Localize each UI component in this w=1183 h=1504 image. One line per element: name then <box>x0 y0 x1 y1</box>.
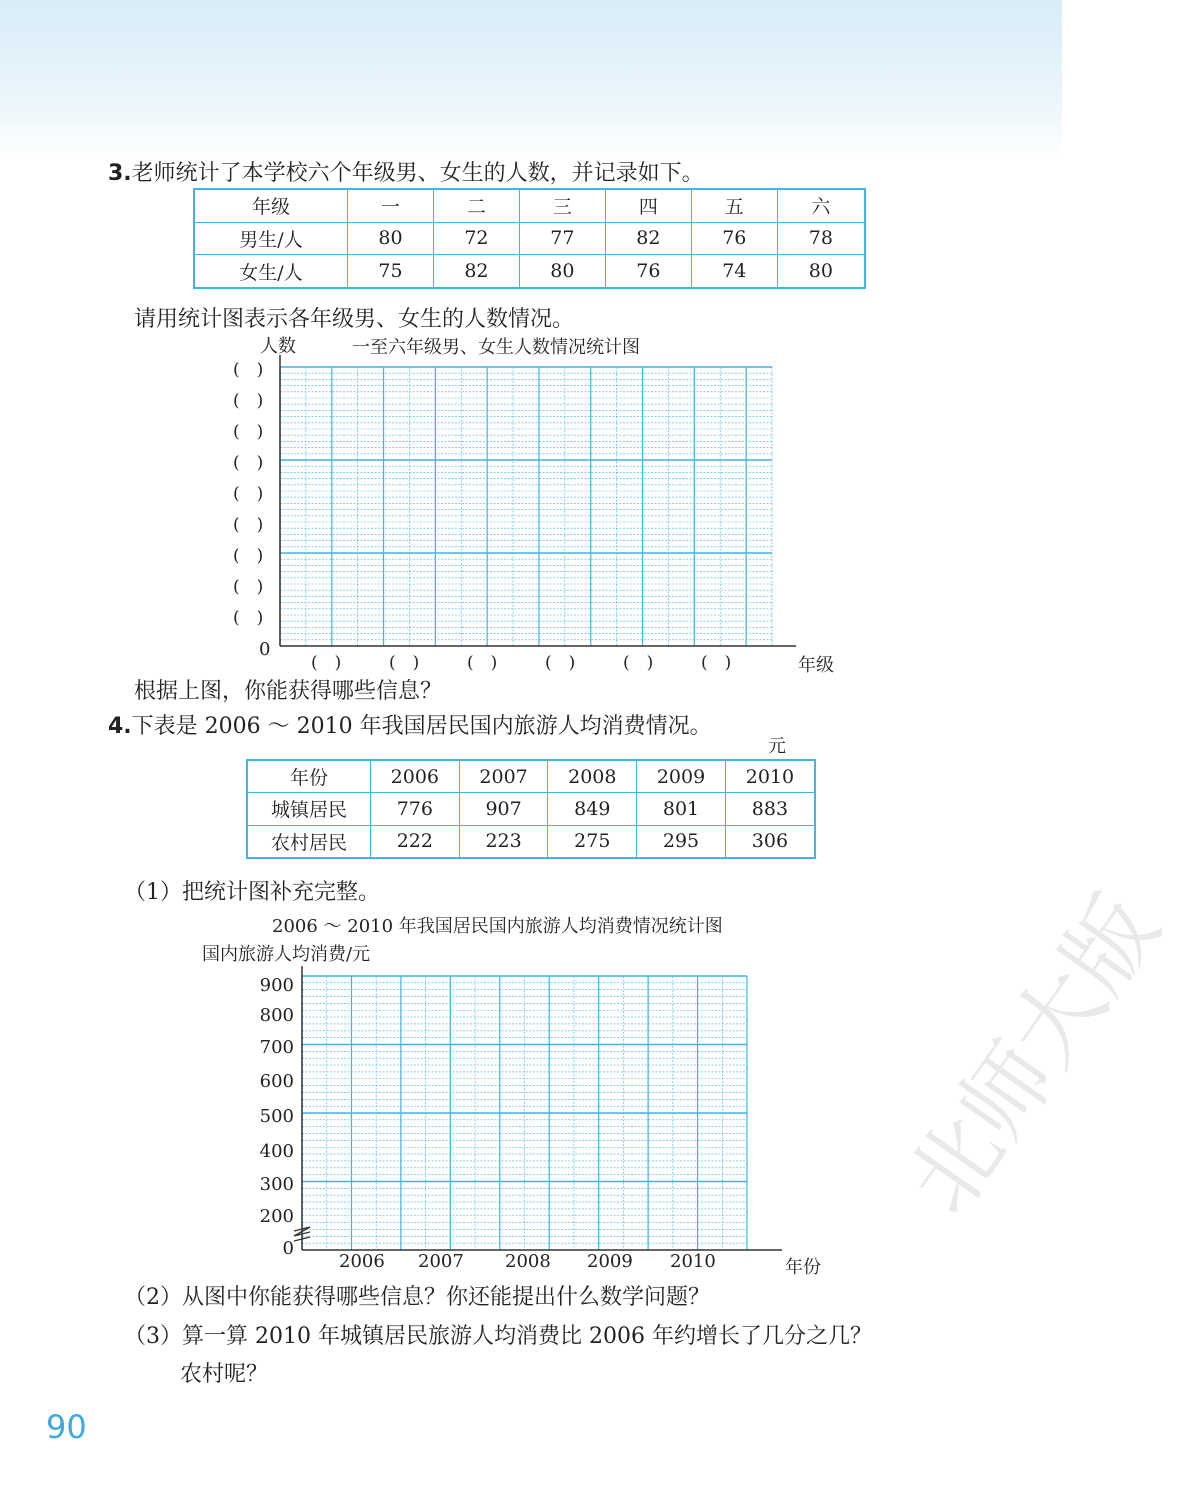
followup-question: 根据上图，你能获得哪些信息？ <box>134 679 443 704</box>
y-axis-blank[interactable]: ( ) <box>233 391 264 411</box>
chart2-xlabel: 年份 <box>785 1257 821 1278</box>
chart2-title: 2006 ～ 2010 年我国居民国内旅游人均消费情况统计图 <box>272 916 723 937</box>
y-axis-blank[interactable]: ( ) <box>233 453 264 473</box>
table-cell: 80 <box>777 255 865 288</box>
table-cell: 80 <box>519 255 605 288</box>
sub-question-2: （2）从图中你能获得哪些信息？你还能提出什么数学问题？ <box>124 1285 710 1310</box>
x-axis-blank[interactable]: ( ) <box>545 653 576 673</box>
y-tick-label: 400 <box>259 1141 294 1162</box>
table-cell: 74 <box>691 255 777 288</box>
table-header-cell: 年份 <box>247 760 371 793</box>
table-cell: 82 <box>433 255 519 288</box>
question-text: 老师统计了本学校六个年级男、女生的人数，并记录如下。 <box>131 161 704 186</box>
y-tick-label: 300 <box>259 1174 294 1195</box>
table-row <box>247 825 815 858</box>
table-cell: 801 <box>637 793 726 825</box>
y-axis-blank[interactable]: ( ) <box>233 546 264 566</box>
chart2-ylabel: 国内旅游人均消费/元 <box>202 944 371 965</box>
table-header-cell: 2009 <box>637 760 726 793</box>
y-tick-label: 500 <box>259 1106 294 1127</box>
x-tick-label: 2009 <box>587 1251 633 1272</box>
table-cell: 78 <box>777 222 865 255</box>
table-cell: 75 <box>348 255 434 288</box>
y-tick-label: 700 <box>259 1037 294 1058</box>
x-axis-blank[interactable]: ( ) <box>701 653 732 673</box>
table-header-cell: 2010 <box>725 760 815 793</box>
table-cell: 农村居民 <box>247 825 371 858</box>
watermark: 北师大版 <box>887 877 1180 1233</box>
y-axis-blank[interactable]: ( ) <box>233 515 264 535</box>
chart1-xlabel: 年级 <box>798 655 834 676</box>
y-axis-blank[interactable]: ( ) <box>233 577 264 597</box>
table-header-cell: 年级 <box>194 189 348 222</box>
table-header-cell: 六 <box>777 189 865 222</box>
table-cell: 849 <box>548 793 637 825</box>
table-cell: 76 <box>605 255 691 288</box>
table-header-cell: 一 <box>348 189 434 222</box>
table-cell: 女生/人 <box>194 255 348 288</box>
y-tick-label: 900 <box>259 975 294 996</box>
y-axis-blank[interactable]: ( ) <box>233 360 264 380</box>
table-cell: 295 <box>637 825 726 858</box>
table-cell: 82 <box>605 222 691 255</box>
table-header-cell: 四 <box>605 189 691 222</box>
x-tick-label: 2008 <box>505 1251 551 1272</box>
unit-label: 元 <box>768 736 786 757</box>
y-axis-blank[interactable]: ( ) <box>233 484 264 504</box>
table-header-cell: 二 <box>433 189 519 222</box>
sub-question-3: （3）算一算 2010 年城镇居民旅游人均消费比 2006 年约增长了几分之几？ <box>124 1324 872 1349</box>
table-cell: 907 <box>459 793 548 825</box>
table-cell: 76 <box>691 222 777 255</box>
table-header-row <box>247 760 815 793</box>
x-tick-label: 2006 <box>339 1251 385 1272</box>
table-cell: 77 <box>519 222 605 255</box>
y-axis-blank[interactable]: ( ) <box>233 422 264 442</box>
page-number: 90 <box>46 1408 87 1446</box>
table-cell: 275 <box>548 825 637 858</box>
table-cell: 223 <box>459 825 548 858</box>
table-cell: 883 <box>725 793 815 825</box>
sub-question-3-continued: 农村呢？ <box>180 1362 269 1387</box>
axis-break-icon <box>294 1227 310 1241</box>
question-text: 下表是 2006 ～ 2010 年我国居民国内旅游人均消费情况。 <box>131 714 712 739</box>
x-axis-blank[interactable]: ( ) <box>467 653 498 673</box>
question-number: 3. <box>108 161 132 186</box>
x-axis-blank[interactable]: ( ) <box>389 653 420 673</box>
tourism-table <box>246 759 816 859</box>
y-tick-label: 200 <box>259 1206 294 1227</box>
y-tick-label: 800 <box>259 1005 294 1026</box>
chart1-title: 一至六年级男、女生人数情况统计图 <box>352 337 640 358</box>
table-cell: 222 <box>371 825 460 858</box>
y-axis-blank[interactable]: ( ) <box>233 608 264 628</box>
x-tick-label: 2007 <box>418 1251 464 1272</box>
table-header-cell: 2008 <box>548 760 637 793</box>
chart1-ylabel: 人数 <box>260 336 296 357</box>
question-number: 4. <box>108 714 132 739</box>
table-cell: 男生/人 <box>194 222 348 255</box>
table-header-cell: 2007 <box>459 760 548 793</box>
chart1-zero: 0 <box>259 639 271 660</box>
table-header-cell: 2006 <box>371 760 460 793</box>
sub-question-1: （1）把统计图补充完整。 <box>124 880 380 905</box>
x-tick-label: 2010 <box>670 1251 716 1272</box>
y-tick-label: 0 <box>282 1238 294 1259</box>
table-cell: 城镇居民 <box>247 793 371 825</box>
x-axis-blank[interactable]: ( ) <box>311 653 342 673</box>
table-cell: 72 <box>433 222 519 255</box>
x-axis-blank[interactable]: ( ) <box>623 653 654 673</box>
table-cell: 306 <box>725 825 815 858</box>
table-header-cell: 三 <box>519 189 605 222</box>
question-4 <box>108 709 712 740</box>
table-cell: 80 <box>348 222 434 255</box>
table-row <box>247 793 815 825</box>
table-cell: 776 <box>371 793 460 825</box>
table-header-cell: 五 <box>691 189 777 222</box>
y-tick-label: 600 <box>259 1071 294 1092</box>
instruction-text: 请用统计图表示各年级男、女生的人数情况。 <box>134 307 575 332</box>
